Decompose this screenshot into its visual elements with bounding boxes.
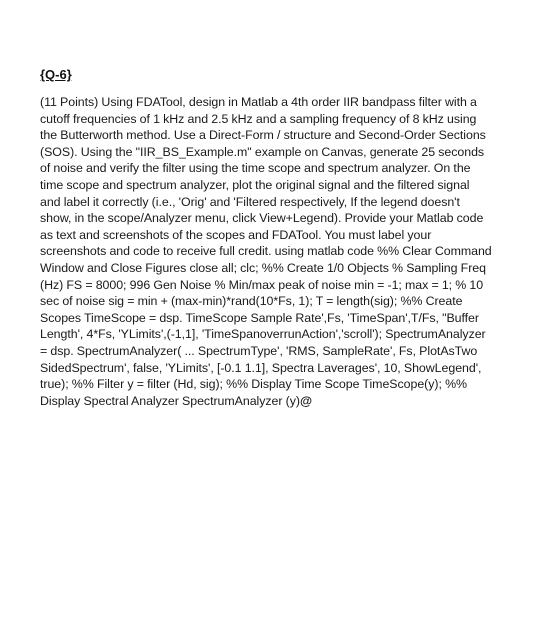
trailing-at-symbol: @	[299, 393, 312, 408]
question-body	[40, 94, 492, 409]
question-heading: {Q-6}	[40, 67, 72, 82]
question-body-text: (11 Points) Using FDATool, design in Matlab a 4th order IIR bandpass filter with a cutoff frequencies of 1 kHz and 2.5 kHz and a sampling frequency of 8 kHz using the Butterworth method. Use a Direct-Form / structure and Second-Order Sections (SOS). Using the "IIR_BS_Example.m" example on Canvas, generate 25 seconds of noise and verify the filter using the time scope and spectrum analyzer. On the time scope and spectrum analyzer, plot the original signal and the filtered signal and label it correctly (i.e., 'Orig' and 'Filtered respectively, If the legend doesn't show, in the scope/Analyzer menu, click View+Legend). Provide your Matlab code as text and screenshots of the scopes and FDATool. You must label your screenshots and code to receive full credit. using matlab code %% Clear Command Window and Close Figures close all; clc; %% Create 1/0 Objects % Sampling Freq (Hz) FS = 8000; 996 Gen Noise % Min/max peak of noise min = -1; max = 1; % 10 sec of noise sig = min + (max-min)*rand(10*Fs, 1); T = length(sig); %% Create Scopes TimeScope = dsp. TimeScope Sample Rate',Fs, 'TimeSpan',T/Fs, "Buffer Length', 4*Fs, 'YLimits',(-1,1], 'TimeSpanoverrunAction','scroll'); SpectrumAnalyzer = dsp. SpectrumAnalyzer( ... SpectrumType', 'RMS, SampleRate', Fs, PlotAsTwo SidedSpectrum', false, 'YLimits', [-0.1 1.1], Spectra Laverages', 10, ShowLegend', true); %% Filter y = filter (Hd, sig); %% Display Time Scope TimeScope(y); %% Display Spectral Analyzer SpectrumAnalyzer (y)	[40, 95, 492, 408]
question-block	[40, 66, 492, 409]
